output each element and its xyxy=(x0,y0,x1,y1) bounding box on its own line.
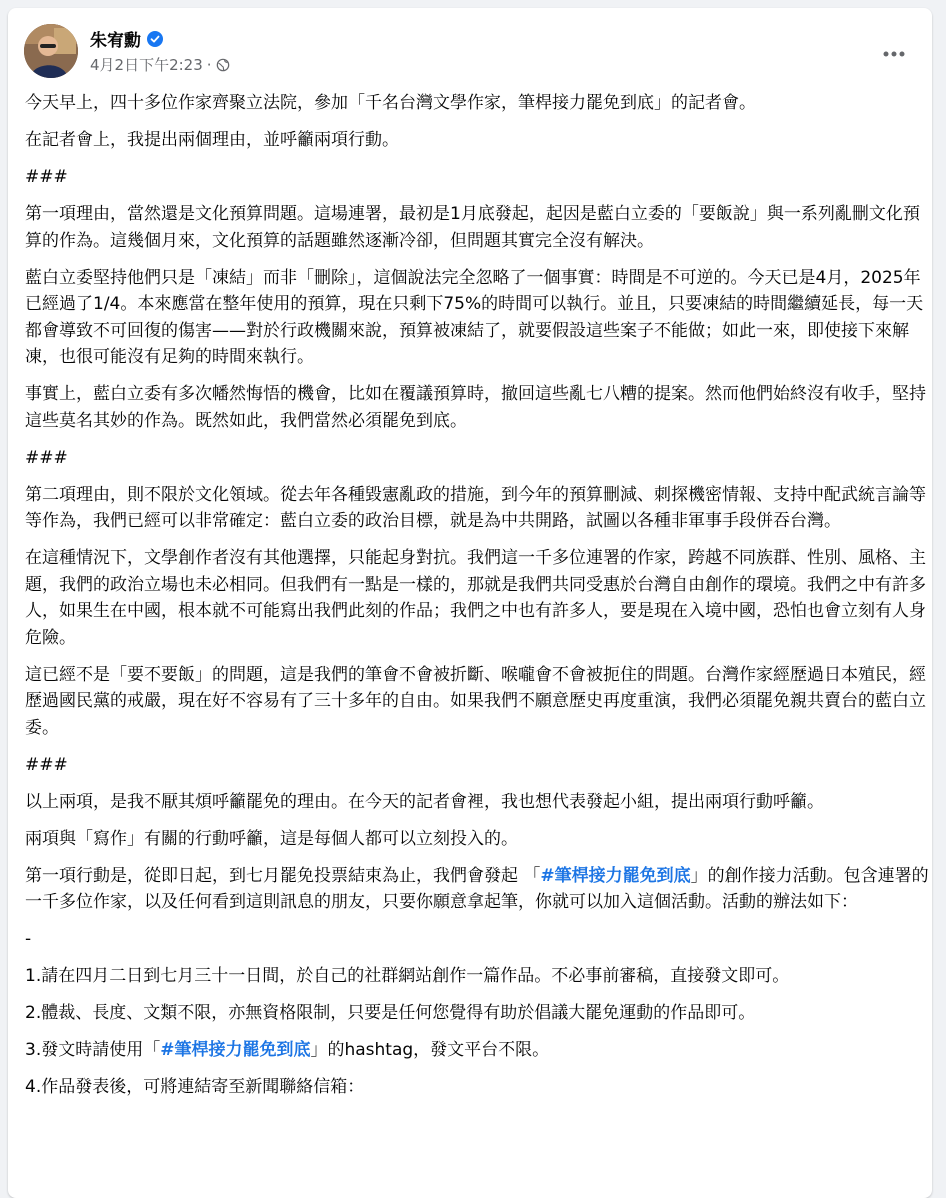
rule-text: 」的hashtag，發文平台不限。 xyxy=(310,1040,550,1060)
avatar[interactable] xyxy=(24,24,78,78)
globe-icon[interactable] xyxy=(216,58,230,72)
section-separator: ### xyxy=(25,447,68,468)
rule-item xyxy=(25,1037,929,1064)
rule-item: 4.作品發表後，可將連結寄至新聞聯絡信箱： xyxy=(25,1077,365,1097)
post-header xyxy=(24,24,916,80)
paragraph-text: 第一項行動是，從即日起，到七月罷免投票結束為止，我們會發起 「 xyxy=(25,865,541,886)
paragraph: 在這種情況下，文學創作者沒有其他選擇，只能起身對抗。我們這一千多位連署的作家，跨越不同族群、性別、風格、主題，我們的政治立場也未必相同。但我們有一點是一樣的，那就是我們共同受惠於台灣自由創作的環境。我們之中有許多人，如果生在中國，根本就不可能寫出我們此刻的作品；我們之中也有許多人，要是現在入境中國，恐怕也會立刻有人身危險。 xyxy=(25,548,926,648)
rule-item: 2.體裁、長度、文類不限，亦無資格限制，只要是任何您覺得有助於倡議大罷免運動的作品即可。 xyxy=(25,1003,756,1023)
paragraph-text: 」的創作接力活動。包含連署的一千多位作家，以及任何看到這則訊息的朋友，只要你願意拿起筆，你就可以加入這個活動。活動的辦法如下： xyxy=(25,865,929,912)
section-separator: ### xyxy=(25,167,68,187)
paragraph: 第二項理由，則不限於文化領域。從去年各種毀憲亂政的措施，到今年的預算刪減、刺探機密情報、支持中配武統言論等等作為，我們已經可以非常確定：藍白立委的政治目標，就是為中共開路，試圖以各種非軍事手段併吞台灣。 xyxy=(25,484,926,531)
rule-text: 3.發文時請使用「 xyxy=(25,1040,161,1060)
paragraph: 事實上，藍白立委有多次幡然悔悟的機會，比如在覆議預算時，撤回這些亂七八糟的提案。然而他們始終沒有收手，堅持這些莫名其妙的作為。既然如此，我們當然必須罷免到底。 xyxy=(25,384,926,431)
paragraph: 這已經不是「要不要飯」的問題，這是我們的筆會不會被折斷、喉嚨會不會被扼住的問題。台灣作家經歷過日本殖民，經歷過國民黨的戒嚴，現在好不容易有了三十多年的自由。如果我們不願意歷史再度重演，我們必須罷免親共賣台的藍白立委。 xyxy=(25,664,926,738)
paragraph: 藍白立委堅持他們只是「凍結」而非「刪除」，這個說法完全忽略了一個事實：時間是不可逆的。今天已是4月，2025年已經過了1/4。本來應當在整年使用的預算，現在只剩下75%的時間可以執行。並且，只要凍結的時間繼續延長，每一天都會導致不可回復的傷害——對於行政機關來說，預算被凍結了，就要假設這些案子不能做；如此一來，即使接下來解凍，也很可能沒有足夠的時間來執行。 xyxy=(25,267,924,367)
author-name[interactable]: 朱宥勳 xyxy=(90,31,141,51)
section-separator: ### xyxy=(25,754,68,775)
list-dash: - xyxy=(25,929,32,949)
verified-badge-icon xyxy=(147,31,163,47)
paragraph: 兩項與「寫作」有關的行動呼籲，這是每個人都可以立刻投入的。 xyxy=(25,828,518,849)
hashtag-link[interactable]: #筆桿接力罷免到底 xyxy=(540,865,691,886)
post-card xyxy=(8,8,932,1198)
more-options-icon[interactable] xyxy=(876,36,912,72)
post-body xyxy=(25,90,929,1111)
paragraph: 以上兩項，是我不厭其煩呼籲罷免的理由。在今天的記者會裡，我也想代表發起小組，提出兩項行動呼籲。 xyxy=(25,791,824,812)
rule-item: 1.請在四月二日到七月三十一日間，於自己的社群網站創作一篇作品。不必事前審稿，直接發文即可。 xyxy=(25,966,790,986)
paragraph xyxy=(25,863,929,916)
hashtag-link[interactable]: #筆桿接力罷免到底 xyxy=(160,1040,311,1060)
meta-separator: · xyxy=(206,55,212,74)
paragraph: 今天早上，四十多位作家齊聚立法院，參加「千名台灣文學作家，筆桿接力罷免到底」的記者會。 xyxy=(25,93,756,113)
paragraph: 第一項理由，當然還是文化預算問題。這場連署，最初是1月底發起，起因是藍白立委的「要飯說」與一系列亂刪文化預算的作為。這幾個月來，文化預算的話題雖然逐漸冷卻，但問題其實完全沒有解決。 xyxy=(25,204,920,251)
paragraph: 在記者會上，我提出兩個理由，並呼籲兩項行動。 xyxy=(25,130,399,150)
post-timestamp[interactable]: 4月2日下午2:23 xyxy=(90,56,203,74)
